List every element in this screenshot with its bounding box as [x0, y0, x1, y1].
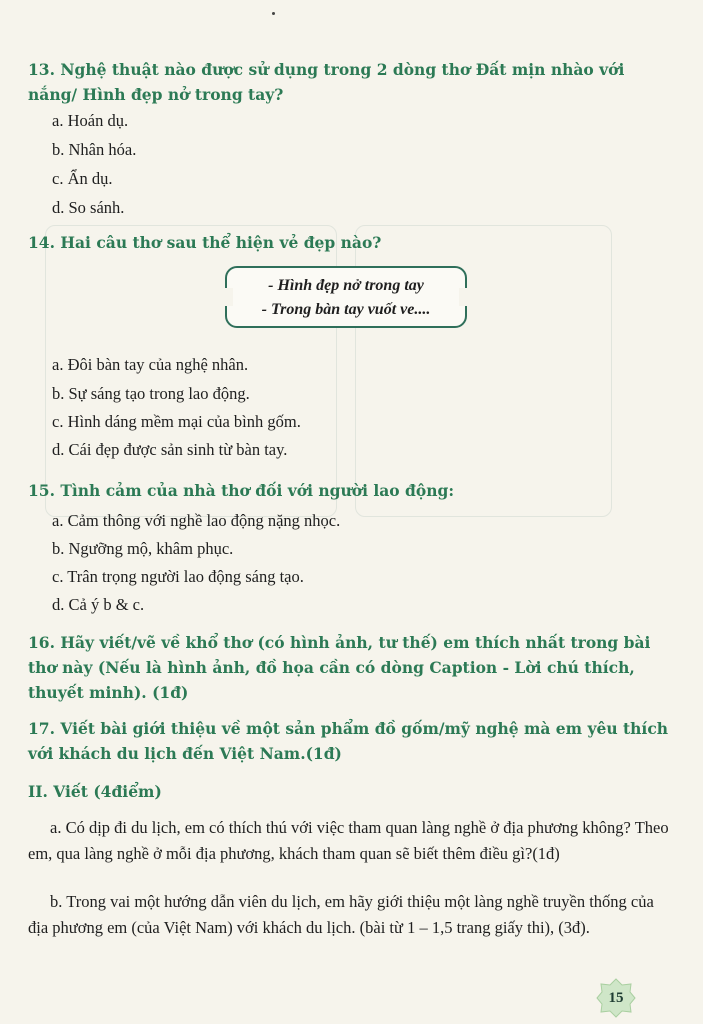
- quote-line-2: - Trong bàn tay vuốt ve....: [261, 301, 431, 318]
- q13-option-c: c. Ẩn dụ.: [52, 169, 113, 188]
- q14-option-d: d. Cái đẹp được sản sinh từ bàn tay.: [52, 440, 288, 459]
- q15-option-a: a. Cảm thông với nghề lao động nặng nhọc.: [52, 511, 341, 530]
- q15-option-d: d. Cả ý b & c.: [52, 595, 145, 614]
- q15-option-b: b. Ngưỡng mộ, khâm phục.: [52, 539, 234, 558]
- q15-option-c: c. Trân trọng người lao động sáng tạo.: [52, 567, 304, 586]
- question-14: 14. Hai câu thơ sau thể hiện vẻ đẹp nào?: [28, 233, 382, 252]
- q14-option-a: a. Đôi bàn tay của nghệ nhân.: [52, 355, 249, 374]
- question-17: 17. Viết bài giới thiệu về một sản phẩm đồ gốm/mỹ nghệ mà em yêu thích với khách du lịch đến Việt Nam.(1đ): [28, 719, 669, 763]
- writing-part-b: b. Trong vai một hướng dẫn viên du lịch, em hãy giới thiệu một làng nghề truyền thống của địa phương em (của Việt Nam) với khách du lịch. (bài từ 1 – 1,5 trang giấy thi), (3đ).: [28, 892, 654, 937]
- writing-part-a: a. Có dịp đi du lịch, em có thích thú với việc tham quan làng nghề ở địa phương không? Theo em, qua làng nghề ở mỗi địa phương, khách tham quan sẽ biết thêm điều gì?(1đ): [28, 818, 669, 863]
- q14-option-b: b. Sự sáng tạo trong lao động.: [52, 384, 250, 403]
- quote-line-1: - Hình đẹp nở trong tay: [268, 277, 424, 294]
- question-13: 13. Nghệ thuật nào được sử dụng trong 2 dòng thơ Đất mịn nhào với nắng/ Hình đẹp nở trong tay?: [28, 60, 625, 104]
- q14-option-c: c. Hình dáng mềm mại của bình gốm.: [52, 412, 301, 431]
- poem-quote-box: [225, 266, 467, 328]
- q13-option-b: b. Nhân hóa.: [52, 140, 137, 159]
- question-15: 15. Tình cảm của nhà thơ đối với người lao động:: [28, 481, 455, 500]
- q13-option-a: a. Hoán dụ.: [52, 111, 129, 130]
- page-speck: [272, 12, 275, 15]
- question-16: 16. Hãy viết/vẽ về khổ thơ (có hình ảnh, tư thế) em thích nhất trong bài thơ này (Nếu là hình ảnh, đồ họa cần có dòng Caption - Lời chú thích, thuyết minh). (1đ): [28, 633, 651, 702]
- page-number-badge: [596, 978, 636, 1018]
- writing-heading: II. Viết (4điểm): [28, 782, 162, 801]
- page-number: 15: [608, 990, 624, 1006]
- q13-option-d: d. So sánh.: [52, 198, 125, 217]
